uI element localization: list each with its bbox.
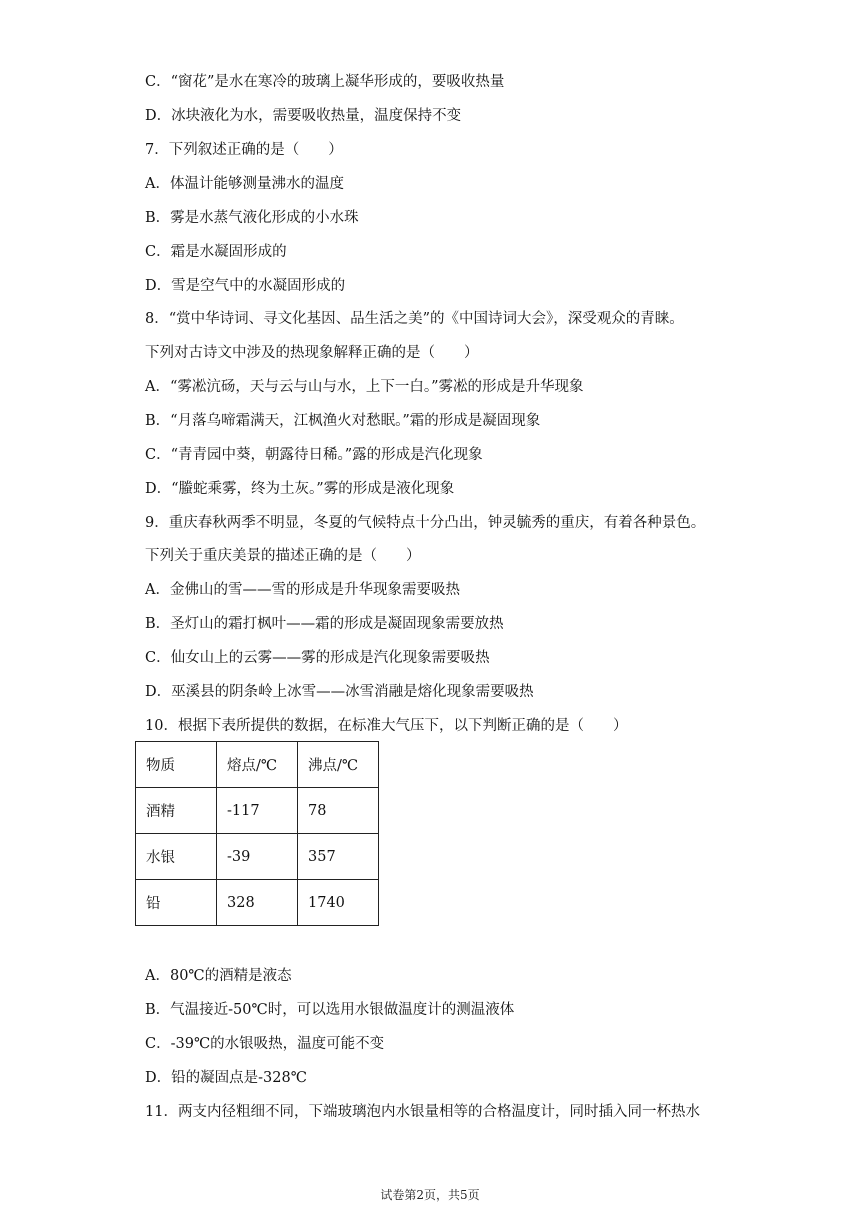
text-line: D．雪是空气中的水凝固形成的 <box>145 278 346 294</box>
text-line: 下列关于重庆美景的描述正确的是（ ） <box>145 548 421 564</box>
table-row <box>136 834 379 880</box>
table-cell: -39 <box>217 834 298 880</box>
text-line: D．“螣蛇乘雾，终为土灰。”雾的形成是液化现象 <box>145 481 455 497</box>
text-line: B．圣灯山的霜打枫叶——霜的形成是凝固现象需要放热 <box>145 616 504 632</box>
table-cell: 1740 <box>298 880 379 926</box>
table-cell: 357 <box>298 834 379 880</box>
table-cell: 78 <box>298 788 379 834</box>
text-line: D．铅的凝固点是-328℃ <box>145 1070 307 1086</box>
table-row <box>136 880 379 926</box>
text-line: D．巫溪县的阴条岭上冰雪——冰雪消融是熔化现象需要吸热 <box>145 684 534 700</box>
text-line: C．“青青园中葵，朝露待日稀。”露的形成是汽化现象 <box>145 447 483 463</box>
table-row <box>136 788 379 834</box>
text-line: 下列对古诗文中涉及的热现象解释正确的是（ ） <box>145 345 479 361</box>
text-line: A．80℃的酒精是液态 <box>145 968 292 984</box>
table-cell: 水银 <box>136 834 217 880</box>
text-line: 7．下列叙述正确的是（ ） <box>145 142 343 158</box>
text-line: D．冰块液化为水，需要吸收热量，温度保持不变 <box>145 108 462 124</box>
table-cell: 沸点/℃ <box>298 742 379 788</box>
text-line: 8．“赏中华诗词、寻文化基因、品生活之美”的《中国诗词大会》，深受观众的青睐。 <box>145 311 684 327</box>
text-line: 10．根据下表所提供的数据，在标准大气压下，以下判断正确的是（ ） <box>145 718 628 734</box>
page-footer: 试卷第2页，共5页 <box>380 1188 480 1202</box>
text-line: B．“月落乌啼霜满天，江枫渔火对愁眠。”霜的形成是凝固现象 <box>145 413 541 429</box>
table-cell: 铅 <box>136 880 217 926</box>
text-line: A．体温计能够测量沸水的温度 <box>145 176 344 192</box>
table-cell: -117 <box>217 788 298 834</box>
table-cell: 328 <box>217 880 298 926</box>
text-line: C．“窗花”是水在寒冷的玻璃上凝华形成的，要吸收热量 <box>145 74 505 90</box>
text-line: A．金佛山的雪——雪的形成是升华现象需要吸热 <box>145 582 460 598</box>
text-line: C．霜是水凝固形成的 <box>145 244 287 260</box>
text-line: 11．两支内径粗细不同，下端玻璃泡内水银量相等的合格温度计，同时插入同一杯热水 <box>145 1104 700 1120</box>
table-header-row <box>136 742 379 788</box>
text-line: C．-39℃的水银吸热，温度可能不变 <box>145 1036 385 1052</box>
table-cell: 熔点/℃ <box>217 742 298 788</box>
text-line: C．仙女山上的云雾——雾的形成是汽化现象需要吸热 <box>145 650 490 666</box>
text-line: A．“雾凇沆砀，天与云与山与水，上下一白。”雾凇的形成是升华现象 <box>145 379 584 395</box>
melting-boiling-point-table <box>135 741 379 926</box>
text-line: B．雾是水蒸气液化形成的小水珠 <box>145 210 359 226</box>
text-line: 9．重庆春秋两季不明显，冬夏的气候特点十分凸出，钟灵毓秀的重庆，有着各种景色。 <box>145 515 706 531</box>
text-line: B．气温接近-50℃时，可以选用水银做温度计的测温液体 <box>145 1002 515 1018</box>
table-cell: 物质 <box>136 742 217 788</box>
table-cell: 酒精 <box>136 788 217 834</box>
